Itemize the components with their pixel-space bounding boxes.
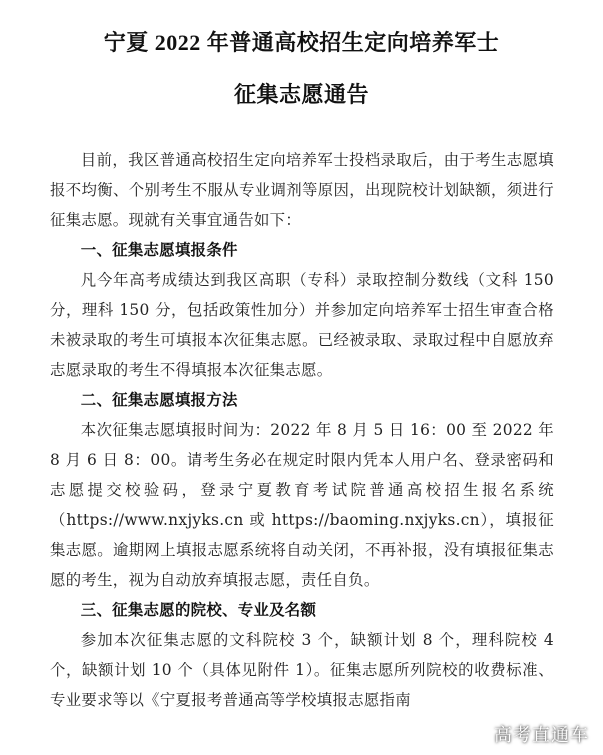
section-heading-2: 二、征集志愿填报方法 <box>80 391 238 409</box>
document-title-line-2: 征集志愿通告 <box>233 82 369 107</box>
section-paragraph-1: 凡今年高考成绩达到我区高职（专科）录取控制分数线（文科 150 分，理科 150 分，包括政策性加分）并参加定向培养军士招生审查合格未被录取的考生可填报本次征集志愿。已经被录取、录取过程中自愿放弃志愿录取的考生不得填报本次征集志愿。 <box>50 271 554 379</box>
section-paragraph-2: 本次征集志愿填报时间为：2022 年 8 月 5 日 16：00 至 2022 年 8 月 6 日 8：00。请考生务必在规定时限内凭本人用户名、登录密码和志愿提交校验码，登录宁夏教育考试院普通高校招生报名系统（https://www.nxjyks.cn 或 https://baoming.nxjyks.cn），填报征集志愿。逾期网上填报志愿系统将自动关闭，不再补报，没有填报征集志愿的考生，视为自动放弃填报志愿，责任自负。 <box>50 421 554 589</box>
section-heading-1: 一、征集志愿填报条件 <box>80 241 238 259</box>
document-body <box>50 145 554 715</box>
document-title-line-1: 宁夏 2022 年普通高校招生定向培养军士 <box>103 30 500 55</box>
watermark-text: 高考直通车 <box>494 725 589 746</box>
section-heading-3: 三、征集志愿的院校、专业及名额 <box>80 601 317 619</box>
intro-paragraph: 目前，我区普通高校招生定向培养军士投档录取后，由于考生志愿填报不均衡、个别考生不服从专业调剂等原因，出现院校计划缺额，须进行征集志愿。现就有关事宜通告如下： <box>50 151 554 229</box>
section-paragraph-3: 参加本次征集志愿的文科院校 3 个，缺额计划 8 个，理科院校 4 个，缺额计划 10 个（具体见附件 1）。征集志愿所列院校的收费标准、专业要求等以《宁夏报考普通高等学校填报志愿指南 <box>50 631 554 709</box>
